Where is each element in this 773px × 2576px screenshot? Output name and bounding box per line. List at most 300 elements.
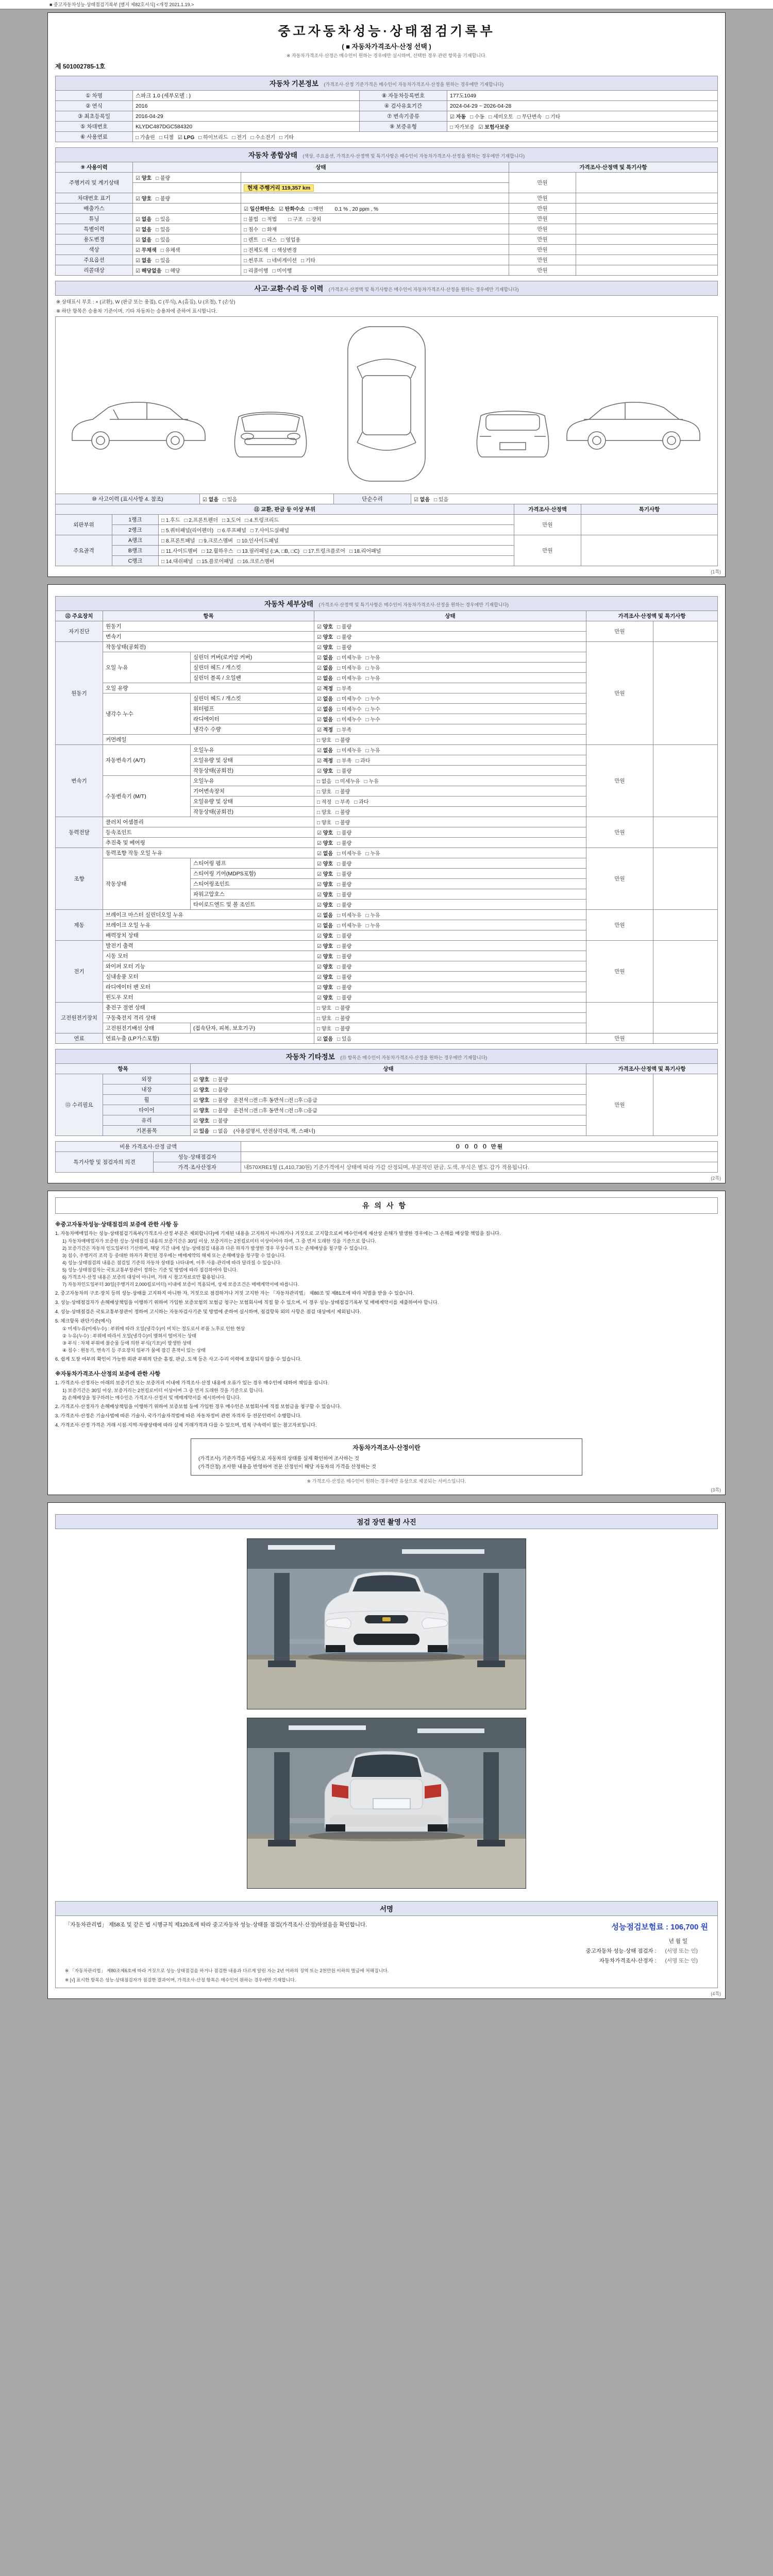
checkbox-자가보증[interactable]: □ 자가보증	[450, 125, 475, 130]
detail-cell	[241, 245, 509, 255]
checkbox-없음[interactable]: □ 없음	[317, 779, 332, 785]
checkbox-양호[interactable]: ☑ 양호	[317, 985, 333, 991]
checkbox-미세누수[interactable]: □ 미세누수	[337, 707, 362, 713]
checkbox-양호[interactable]: □ 양호	[317, 789, 332, 795]
checkbox-없음[interactable]: ☑ 없음	[317, 1037, 333, 1042]
detail-cell	[241, 255, 509, 265]
section-overall-note: (색상, 주요옵션, 가격조사·산정액 및 특기사항은 매수인이 자동차가격조사·산정을 원하는 경우에만 기재합니다)	[303, 154, 525, 159]
checkbox-미세누유[interactable]: □ 미세누유	[335, 779, 360, 785]
checkbox-불량[interactable]: □ 불량	[337, 892, 352, 898]
checkbox-없음[interactable]: ☑ 없음	[317, 697, 333, 702]
checkbox-무채색[interactable]: ☑ 무채색	[136, 248, 157, 253]
checkbox-불량[interactable]: □ 불량	[213, 1098, 228, 1104]
checkbox-부족[interactable]: □ 부족	[337, 758, 352, 764]
checkbox-부족[interactable]: □ 부족	[337, 686, 352, 692]
col-major-device: ⑫ 주요장치	[56, 611, 103, 621]
col-etc-item: 항목	[56, 1064, 191, 1074]
field-label: ⑥ 사용연료	[56, 132, 133, 142]
checkbox-양호[interactable]: ☑ 양호	[193, 1077, 210, 1083]
checkbox-누유[interactable]: □ 누유	[365, 666, 380, 671]
checkbox-양호[interactable]: ☑ 양호	[317, 975, 333, 980]
subitem-label: 파워고압호스	[191, 889, 314, 900]
device-label: 자기진단	[56, 621, 103, 642]
section-overall-header	[55, 147, 718, 162]
status-cell	[314, 838, 586, 848]
checkbox-미세누유[interactable]: □ 미세누유	[337, 676, 362, 682]
note-cell	[653, 621, 718, 642]
sign-role-inspector: 중고자동차 성능·상태 점검자 :	[585, 1947, 657, 1954]
field-value	[133, 132, 718, 142]
checkbox-탄화수소[interactable]: ☑ 탄화수소	[279, 207, 305, 212]
sign-row-appraiser	[65, 1957, 698, 1964]
checkbox-자동[interactable]: ☑ 자동	[450, 114, 466, 120]
page-mark-1: (1쪽)	[711, 569, 721, 574]
checkbox-2.프론트펜더[interactable]: □ 2.프론트펜더	[184, 518, 218, 523]
detail-cell	[241, 214, 509, 224]
status-cell	[133, 173, 241, 183]
field-label: ② 연식	[56, 101, 133, 111]
checkbox-6.루프패널[interactable]: □ 6.루프패널	[217, 528, 246, 534]
price-cell: 만원	[509, 193, 576, 204]
item-label: 연료누출 (LP가스포함)	[103, 1033, 314, 1044]
checkbox-적법[interactable]: □ 적법	[262, 217, 277, 223]
checkbox-불량[interactable]: □ 불량	[213, 1077, 228, 1083]
price-cell: 만원	[514, 515, 581, 535]
checkbox-장치[interactable]: □ 장치	[307, 217, 322, 223]
checkbox-불량[interactable]: □ 불량	[337, 903, 352, 908]
checkbox-없음[interactable]: ☑ 없음	[317, 655, 333, 661]
detail-row	[56, 910, 718, 920]
note-cell	[581, 535, 718, 566]
checkbox-17.트렁크플로어[interactable]: □ 17.트렁크플로어	[304, 549, 345, 554]
checkbox-18.리어패널[interactable]: □ 18.리어패널	[349, 549, 381, 554]
checkbox-양호[interactable]: ☑ 양호	[317, 995, 333, 1001]
checkbox-무단변속[interactable]: □ 무단변속	[517, 114, 542, 120]
usage-item-label: 튜닝	[56, 214, 133, 224]
insurance-fee-label: 성능점검보험료 :	[611, 1922, 668, 1931]
checkbox-5.쿼터패널(리어펜더)[interactable]: □ 5.쿼터패널(리어펜더)	[161, 528, 214, 534]
note-cell	[576, 193, 718, 204]
price-cell: 만원	[586, 1074, 653, 1136]
sign-seal-inspector[interactable]: (서명 또는 인)	[665, 1947, 698, 1954]
checkbox-양호[interactable]: ☑ 양호	[193, 1088, 210, 1093]
checkbox-10.인사이드패널[interactable]: □ 10.인사이드패널	[237, 538, 279, 544]
notice-section-a-title: ※중고자동차성능·상태점검의 보증에 관한 사항 등	[55, 1222, 179, 1228]
item-label: 고전원전기배선 상태	[103, 1023, 191, 1033]
field-value: 2016-04-29	[133, 111, 360, 122]
notice-paragraph: 5. 체크항목 판단기준(예시)	[55, 1318, 111, 1324]
checkbox-없음[interactable]: ☑ 없음	[317, 676, 333, 682]
note-cell	[576, 204, 718, 214]
checkbox-누수[interactable]: □ 누수	[365, 707, 380, 713]
checkbox-12.휠하우스[interactable]: □ 12.휠하우스	[201, 549, 233, 554]
status-cell	[133, 224, 241, 234]
checkbox-있음[interactable]: □ 있음	[223, 497, 238, 503]
item-label: 시동 모터	[103, 951, 314, 961]
photo-rear-svg	[247, 1718, 526, 1888]
status-cell	[314, 1033, 586, 1044]
checkbox-침수[interactable]: □ 침수	[244, 227, 259, 233]
checkbox-누수[interactable]: □ 누수	[365, 697, 380, 702]
checkbox-해당없음[interactable]: ☑ 해당없음	[136, 268, 162, 274]
etc-item-label: 타이어	[103, 1105, 191, 1115]
checkbox-양호[interactable]: □ 양호	[317, 1006, 332, 1011]
status-cell	[133, 193, 241, 204]
rank-items	[159, 525, 514, 535]
checkbox-네비게이션[interactable]: □ 네비게이션	[267, 258, 297, 264]
checkbox-매연[interactable]: □ 매연	[309, 207, 324, 212]
checkbox-불량[interactable]: □ 불량	[337, 831, 352, 836]
notice-subitem: 2) 손해배상을 청구하려는 매수인은 가격조사·산정서 및 매매계약서를 제시하여야 합니다.	[62, 1395, 241, 1401]
price-cell: 만원	[586, 621, 653, 642]
checkbox-불량[interactable]: □ 불량	[335, 1026, 350, 1032]
checkbox-부족[interactable]: □ 부족	[337, 727, 352, 733]
checkbox-과다[interactable]: □ 과다	[354, 800, 369, 805]
checkbox-렌트[interactable]: □ 렌트	[244, 238, 259, 243]
checkbox-있음[interactable]: □ 있음	[156, 227, 171, 233]
checkbox-누유[interactable]: □ 누유	[364, 779, 379, 785]
price-cell: 만원	[509, 255, 576, 265]
checkbox-있음[interactable]: □ 있음	[434, 497, 449, 503]
checkbox-불량[interactable]: □ 불량	[213, 1118, 228, 1124]
device-label: 전기	[56, 941, 103, 1003]
sign-body	[55, 1916, 718, 1988]
checkbox-불량[interactable]: □ 불량	[337, 964, 352, 970]
price-cell: 만원	[509, 214, 576, 224]
checkbox-양호[interactable]: ☑ 양호	[317, 954, 333, 960]
sign-seal-appraiser[interactable]: (서명 또는 인)	[665, 1957, 698, 1964]
checkbox-group	[244, 266, 296, 274]
checkbox-수동[interactable]: □ 수동	[470, 114, 485, 120]
checkbox-미세누유[interactable]: □ 미세누유	[337, 923, 362, 929]
notice-subitem: 7) 자동차인도일부터 30일(주행거리 2,000킬로미터) 이내에 보증이 적용되며, 상세 보증조건은 매매계약서에 따릅니다.	[62, 1282, 299, 1287]
status-cell	[314, 858, 586, 869]
checkbox-15.플로어패널[interactable]: □ 15.플로어패널	[197, 559, 234, 565]
checkbox-부족[interactable]: □ 부족	[335, 800, 350, 805]
checkbox-불량[interactable]: □ 불량	[337, 934, 352, 939]
overall-row	[56, 255, 718, 265]
checkbox-양호[interactable]: ☑ 양호	[136, 176, 152, 181]
checkbox-양호[interactable]: ☑ 양호	[193, 1108, 210, 1114]
checkbox-8.프론트패널[interactable]: □ 8.프론트패널	[161, 538, 195, 544]
status-cell	[314, 961, 586, 972]
item-label: 브레이크 마스터 실린더오일 누유	[103, 910, 314, 920]
checkbox-양호[interactable]: ☑ 양호	[317, 624, 333, 630]
status-cell	[314, 786, 586, 796]
checkbox-불량[interactable]: □ 불량	[337, 944, 352, 950]
price-cell: 만원	[586, 941, 653, 1003]
col-rank-note: 특기사항	[581, 504, 718, 515]
checkbox-화재[interactable]: □ 화재	[262, 227, 277, 233]
checkbox-전기[interactable]: □ 전기	[232, 135, 247, 141]
checkbox-양호[interactable]: ☑ 양호	[317, 831, 333, 836]
checkbox-양호[interactable]: □ 양호	[317, 820, 332, 826]
basic-row	[56, 101, 718, 111]
etc-row	[56, 1074, 718, 1084]
col-detail-price: 가격조사·산정액 및 특기사항	[586, 611, 718, 621]
checkbox-기타[interactable]: □ 기타	[546, 114, 561, 120]
checkbox-과다[interactable]: □ 과다	[356, 758, 371, 764]
checkbox-적정[interactable]: ☑ 적정	[317, 758, 333, 764]
checkbox-미세누유[interactable]: □ 미세누유	[337, 913, 362, 919]
title-block	[55, 21, 718, 59]
checkbox-불량[interactable]: □ 불량	[335, 1006, 350, 1011]
field-label: ⑨ 보증유형	[360, 122, 447, 132]
checkbox-세미오토[interactable]: □ 세미오토	[489, 114, 513, 120]
note-cell	[576, 245, 718, 255]
item-label: 오일 누유	[103, 652, 191, 683]
subitem-label: 실린더 헤드 / 개스킷	[191, 693, 314, 704]
checkbox-불량[interactable]: □ 불량	[337, 995, 352, 1001]
checkbox-16.크로스멤버[interactable]: □ 16.크로스멤버	[238, 559, 275, 565]
note-cell	[653, 817, 718, 848]
checkbox-하이브리드[interactable]: □ 하이브리드	[198, 135, 228, 141]
checkbox-없음[interactable]: ☑ 없음	[136, 258, 152, 264]
checkbox-1.후드[interactable]: □ 1.후드	[161, 518, 180, 523]
checkbox-불량[interactable]: □ 불량	[337, 841, 352, 846]
checkbox-양호[interactable]: ☑ 양호	[193, 1098, 210, 1104]
overall-row	[56, 245, 718, 255]
checkbox-불량[interactable]: □ 불량	[335, 1016, 350, 1022]
checkbox-불량[interactable]: □ 불량	[337, 635, 352, 640]
checkbox-있음[interactable]: □ 있음	[156, 217, 171, 223]
checkbox-기타[interactable]: □ 기타	[279, 135, 294, 141]
checkbox-양호[interactable]: ☑ 양호	[317, 769, 333, 774]
checkbox-없음[interactable]: ☑ 없음	[136, 238, 152, 243]
device-label: 제동	[56, 910, 103, 941]
status-cell	[314, 796, 586, 807]
checkbox-불량[interactable]: □ 불량	[335, 789, 350, 795]
checkbox-영업용[interactable]: □ 영업용	[281, 238, 301, 243]
checkbox-양호[interactable]: ☑ 양호	[317, 882, 333, 888]
price-cell: 만원	[586, 817, 653, 848]
checkbox-양호[interactable]: □ 양호	[317, 738, 332, 743]
insurance-fee-value: 106,700 원	[670, 1922, 708, 1931]
checkbox-11.사이드멤버[interactable]: □ 11.사이드멤버	[161, 549, 198, 554]
checkbox-불량[interactable]: □ 불량	[337, 882, 352, 888]
checkbox-누유[interactable]: □ 누유	[365, 655, 380, 661]
checkbox-14.대쉬패널[interactable]: □ 14.대쉬패널	[161, 559, 193, 565]
checkbox-양호[interactable]: ☑ 양호	[317, 872, 333, 877]
note-cell	[653, 1074, 718, 1136]
checkbox-양호[interactable]: ☑ 양호	[317, 841, 333, 846]
checkbox-불량[interactable]: □ 불량	[337, 954, 352, 960]
checkbox-미세누유[interactable]: □ 미세누유	[337, 666, 362, 671]
status-cell	[314, 930, 586, 941]
checkbox-불량[interactable]: □ 불량	[156, 196, 171, 202]
checkbox-적정[interactable]: ☑ 적정	[317, 686, 333, 692]
device-label: 동력전달	[56, 817, 103, 848]
checkbox-미세누유[interactable]: □ 미세누유	[337, 748, 362, 754]
checkbox-적정[interactable]: □ 적정	[317, 800, 332, 805]
field-label: ④ 검사유효기간	[360, 101, 447, 111]
detail-row	[56, 1033, 718, 1044]
checkbox-양호[interactable]: ☑ 양호	[317, 964, 333, 970]
checkbox-양호[interactable]: ☑ 양호	[317, 934, 333, 939]
page-4	[47, 1502, 726, 1999]
checkbox-없음[interactable]: ☑ 없음	[317, 666, 333, 671]
checkbox-기타[interactable]: □ 기타	[300, 258, 316, 264]
checkbox-불량[interactable]: □ 불량	[337, 985, 352, 991]
subitem-label: 실린더 커버(로커암 커버)	[191, 652, 314, 663]
checkbox-양호[interactable]: ☑ 양호	[317, 861, 333, 867]
checkbox-불량[interactable]: □ 불량	[337, 769, 352, 774]
checkbox-미세누유[interactable]: □ 미세누유	[337, 851, 362, 857]
checkbox-불량[interactable]: □ 불량	[337, 861, 352, 867]
checkbox-없음[interactable]: ☑ 없음	[317, 913, 333, 919]
checkbox-누유[interactable]: □ 누유	[365, 913, 380, 919]
status-cell	[314, 951, 586, 961]
checkbox-없음[interactable]: ☑ 없음	[317, 923, 333, 929]
col-status: 상태	[133, 162, 509, 173]
checkbox-전체도색[interactable]: □ 전체도색	[244, 248, 268, 253]
checkbox-미세누유[interactable]: □ 미세누유	[337, 655, 362, 661]
status-cell	[314, 621, 586, 632]
checkbox-7.사이드실패널[interactable]: □ 7.사이드실패널	[250, 528, 290, 534]
price-survey-select[interactable]: ( ■ 자동차가격조사·산정 선택 )	[342, 43, 431, 50]
checkbox-양호[interactable]: ☑ 양호	[317, 944, 333, 950]
etc-info-table	[55, 1063, 718, 1136]
checkbox-없음[interactable]: ☑ 없음	[414, 497, 430, 503]
notice-subitem: 4) 성능·상태점검의 내용은 점검일 기준의 자동차 상태를 나타내며, 이후 사용·관리에 따라 달라질 수 있습니다.	[62, 1260, 282, 1266]
checkbox-불량[interactable]: □ 불량	[337, 975, 352, 980]
checkbox-썬루프[interactable]: □ 썬루프	[244, 258, 263, 264]
checkbox-group	[244, 235, 305, 243]
checkbox-미이행[interactable]: □ 미이행	[272, 268, 292, 274]
checkbox-있음[interactable]: ☑ 있음	[193, 1129, 210, 1134]
status-cell	[314, 1003, 586, 1013]
checkbox-없음[interactable]: ☑ 없음	[317, 717, 333, 723]
notice-subitem: 3) 침수, 주행거리 조작 등 중대한 하자가 확인된 경우에는 매매계약의 해제 또는 손해배상을 청구할 수 있습니다.	[62, 1253, 286, 1259]
price-cell: 만원	[586, 1033, 653, 1044]
checkbox-불량[interactable]: □ 불량	[156, 176, 171, 181]
status-cell	[191, 1105, 586, 1115]
rank-name: 2랭크	[112, 525, 159, 535]
status-cell	[314, 920, 586, 930]
item-label: 클러치 어셈블리	[103, 817, 314, 827]
checkbox-가솔린[interactable]: □ 가솔린	[136, 135, 155, 141]
section-basic-header	[55, 76, 718, 91]
checkbox-있음[interactable]: □ 있음	[156, 258, 171, 264]
checkbox-유채색[interactable]: □ 유채색	[160, 248, 180, 253]
notice-subitem: 2) 보증기간은 자동차 인도일부터 기산하며, 해당 기간 내에 성능·상태점검 내용과 다른 하자가 발생한 경우 무상수리 또는 손해배상을 청구할 수 있습니다.	[62, 1245, 368, 1251]
checkbox-미세누수[interactable]: □ 미세누수	[337, 717, 362, 723]
checkbox-있음[interactable]: □ 있음	[337, 1037, 352, 1042]
rank-items	[159, 546, 514, 556]
checkbox-보험사보증[interactable]: ☑ 보험사보증	[478, 125, 510, 130]
status-cell	[314, 879, 586, 889]
overall-row	[56, 204, 718, 214]
definition-line-appraisal: (가격산정) 조사한 내용을 반영하여 전문 산정인이 해당 자동차의 가격을 산정하는 것	[198, 1464, 376, 1470]
checkbox-리콜이행[interactable]: □ 리콜이행	[244, 268, 268, 274]
checkbox-불량[interactable]: □ 불량	[337, 645, 352, 651]
cost-amount-label: 비용 가격조사·산정 금액	[56, 1142, 241, 1152]
page-mark-4: (4쪽)	[711, 1991, 721, 1996]
checkbox-불량[interactable]: □ 불량	[335, 738, 350, 743]
checkbox-불량[interactable]: □ 불량	[335, 820, 350, 826]
checkbox-불량[interactable]: □ 불량	[337, 624, 352, 630]
section-etc-note: (⑬ 항목은 매수인이 자동차가격조사·산정을 원하는 경우에만 기재합니다)	[340, 1055, 488, 1060]
checkbox-일산화탄소[interactable]: ☑ 일산화탄소	[244, 207, 275, 212]
checkbox-누수[interactable]: □ 누수	[365, 717, 380, 723]
section-overall-title: 자동차 종합상태	[248, 151, 297, 159]
page-1	[47, 12, 726, 577]
price-cell: 만원	[509, 245, 576, 255]
checkbox-9.크로스멤버[interactable]: □ 9.크로스멤버	[199, 538, 233, 544]
rank-items	[159, 556, 514, 566]
checkbox-양호[interactable]: ☑ 양호	[317, 903, 333, 908]
checkbox-누유[interactable]: □ 누유	[365, 676, 380, 682]
checkbox-미세누수[interactable]: □ 미세누수	[337, 697, 362, 702]
checkbox-양호[interactable]: ☑ 양호	[193, 1118, 210, 1124]
checkbox-있음[interactable]: □ 있음	[156, 238, 171, 243]
checkbox-불량[interactable]: □ 불량	[213, 1108, 228, 1114]
checkbox-없음[interactable]: ☑ 없음	[136, 227, 152, 233]
checkbox-누유[interactable]: □ 누유	[365, 851, 380, 857]
checkbox-누유[interactable]: □ 누유	[365, 748, 380, 754]
overall-row	[56, 265, 718, 276]
usage-item-label: 배출가스	[56, 204, 133, 214]
checkbox-양호[interactable]: ☑ 양호	[136, 196, 152, 202]
note-cell	[653, 745, 718, 817]
checkbox-없음[interactable]: ☑ 없음	[317, 707, 333, 713]
checkbox-불량[interactable]: □ 불량	[335, 810, 350, 816]
status-cell	[133, 183, 241, 193]
checkbox-리스[interactable]: □ 리스	[262, 238, 277, 243]
checkbox-없음[interactable]: ☑ 없음	[136, 217, 152, 223]
checkbox-누유[interactable]: □ 누유	[365, 923, 380, 929]
checkbox-색상변경[interactable]: □ 색상변경	[272, 248, 297, 253]
checkbox-양호[interactable]: ☑ 양호	[317, 635, 333, 640]
checkbox-해당[interactable]: □ 해당	[165, 268, 180, 274]
checkbox-양호[interactable]: ☑ 양호	[317, 892, 333, 898]
checkbox-디젤[interactable]: □ 디젤	[159, 135, 174, 141]
checkbox-구조[interactable]: □ 구조	[288, 217, 303, 223]
definition-box-note: ※ 가격조사·산정은 매수인이 원하는 경우에만 유상으로 제공되는 서비스입니다.	[307, 1478, 466, 1484]
checkbox-적정[interactable]: ☑ 적정	[317, 727, 333, 733]
checkbox-group	[244, 215, 281, 223]
checkbox-없음[interactable]: ☑ 없음	[317, 851, 333, 857]
basic-row	[56, 132, 718, 142]
checkbox-양호[interactable]: ☑ 양호	[317, 645, 333, 651]
checkbox-없음[interactable]: □ 없음	[213, 1129, 228, 1134]
note-cell	[576, 255, 718, 265]
checkbox-불법[interactable]: □ 불법	[244, 217, 259, 223]
checkbox-없음[interactable]: ☑ 없음	[203, 497, 219, 503]
field-value: 2016	[133, 101, 360, 111]
checkbox-3.도어[interactable]: □ 3.도어	[222, 518, 241, 523]
checkbox-없음[interactable]: ☑ 없음	[317, 748, 333, 754]
item-label: 작동상태(공회전)	[103, 642, 314, 652]
col-etc-status: 상태	[191, 1064, 586, 1074]
price-cell: 만원	[514, 535, 581, 566]
checkbox-4.트렁크리드[interactable]: □ 4.트렁크리드	[245, 518, 279, 523]
remark-row-appraiser	[56, 1162, 718, 1173]
checkbox-양호[interactable]: □ 양호	[317, 1026, 332, 1032]
checkbox-불량[interactable]: □ 불량	[213, 1088, 228, 1093]
side-view-right-icon	[567, 402, 700, 449]
notice-subitem: ④ 침수 : 원동기, 변속기 등 주요장치 일부가 물에 잠긴 흔적이 있는 상태	[62, 1348, 206, 1353]
accident-history-table	[55, 494, 718, 504]
checkbox-13.필러패널 (□A, □B, □C)[interactable]: □ 13.필러패널 (□A, □B, □C)	[237, 549, 300, 554]
checkbox-불량[interactable]: □ 불량	[337, 872, 352, 877]
checkbox-LPG[interactable]: ☑ LPG	[177, 135, 195, 141]
checkbox-수소전기[interactable]: □ 수소전기	[250, 135, 275, 141]
checkbox-양호[interactable]: □ 양호	[317, 1016, 332, 1022]
cost-amount-row	[56, 1142, 718, 1152]
field-value: 스파크 1.0 (세부모델 : )	[133, 91, 360, 101]
checkbox-양호[interactable]: □ 양호	[317, 810, 332, 816]
